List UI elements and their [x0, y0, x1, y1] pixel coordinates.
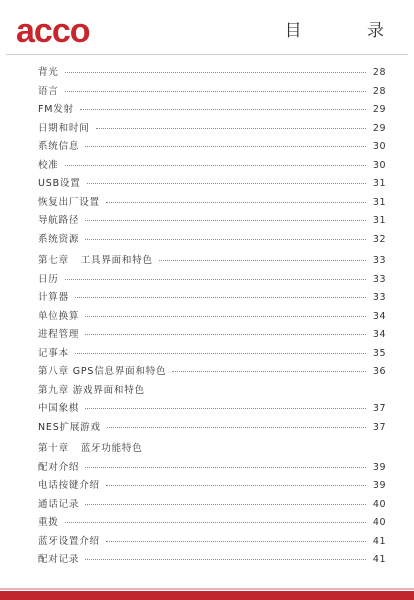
toc-entry-title: 背光 [38, 67, 59, 78]
toc-entry-title: 计算器 [38, 292, 69, 303]
toc-entry-title: USB设置 [38, 178, 81, 189]
toc-entry[interactable] [38, 120, 386, 139]
dot-leader [85, 334, 366, 335]
toc-entry-title: 日期和时间 [38, 122, 90, 134]
dot-leader [172, 371, 366, 372]
dot-leader [85, 146, 366, 147]
toc-entry-page-number: 31 [372, 215, 386, 226]
toc-entry-title: 校准 [38, 159, 59, 171]
toc-entry[interactable] [38, 83, 386, 102]
dot-leader [65, 91, 366, 92]
toc-entry-page-number: 34 [372, 329, 386, 340]
toc-entry-title: 日历 [38, 273, 59, 285]
dot-leader [85, 239, 366, 240]
toc-entry-title: FM发射 [38, 104, 74, 115]
toc-entry[interactable] [38, 175, 386, 194]
table-of-contents [38, 64, 386, 570]
toc-entry-title: 中国象棋 [38, 403, 80, 414]
toc-entry[interactable] [38, 440, 386, 459]
toc-entry[interactable] [38, 326, 386, 345]
toc-entry-title: 语言 [38, 85, 59, 97]
page-title: 目 录 [284, 21, 414, 41]
toc-entry-page-number: 36 [372, 366, 386, 377]
dot-leader [107, 427, 366, 428]
dot-leader [85, 408, 366, 409]
toc-entry-page-number: 30 [372, 159, 386, 171]
toc-entry[interactable] [38, 533, 386, 552]
dot-leader [85, 316, 366, 317]
toc-entry[interactable] [38, 345, 386, 364]
toc-entry-page-number: 40 [372, 498, 386, 510]
toc-entry-page-number: 29 [372, 122, 386, 134]
toc-entry[interactable] [38, 308, 386, 327]
toc-entry-title: 导航路径 [38, 215, 80, 226]
toc-entry-page-number: 31 [372, 196, 386, 208]
toc-entry-title: 记事本 [38, 347, 69, 359]
toc-entry[interactable] [38, 514, 386, 533]
dot-leader [65, 165, 366, 166]
toc-entry-title: 单位换算 [38, 310, 80, 322]
toc-entry-title: 第十章 蓝牙功能特色 [38, 443, 143, 454]
toc-entry-title: 第八章 GPS信息界面和特色 [38, 366, 167, 377]
toc-entry-page-number: 30 [372, 141, 386, 152]
dot-leader [106, 485, 366, 486]
toc-entry[interactable] [38, 382, 386, 401]
toc-entry-title: NES扩展游戏 [38, 421, 101, 433]
toc-entry-title: 配对记录 [38, 554, 80, 565]
toc-entry[interactable] [38, 101, 386, 120]
dot-leader [106, 202, 366, 203]
toc-entry-title: 系统信息 [38, 141, 80, 152]
footer-accent-line [0, 588, 414, 590]
dot-leader [75, 353, 366, 354]
toc-entry-page-number: 34 [372, 310, 386, 322]
toc-entry[interactable] [38, 64, 386, 83]
dot-leader [85, 504, 366, 505]
dot-leader [85, 220, 366, 221]
toc-entry-title: 通话记录 [38, 498, 80, 510]
toc-entry-page-number: 28 [372, 67, 386, 78]
dot-leader [85, 559, 366, 560]
dot-leader [65, 279, 366, 280]
toc-entry-page-number: 37 [372, 403, 386, 414]
toc-entry-page-number: 41 [372, 535, 386, 547]
toc-entry[interactable] [38, 194, 386, 213]
toc-entry[interactable] [38, 157, 386, 176]
toc-entry-title: 恢复出厂设置 [38, 196, 100, 208]
toc-entry-page-number: 28 [372, 85, 386, 97]
dot-leader [80, 109, 366, 110]
toc-entry[interactable] [38, 419, 386, 438]
toc-entry-title: 蓝牙设置介绍 [38, 535, 100, 547]
toc-entry-title: 第九章 游戏界面和特色 [38, 384, 145, 396]
acco-logo: acco [16, 12, 90, 50]
toc-entry[interactable] [38, 496, 386, 515]
toc-entry-page-number: 39 [372, 480, 386, 491]
toc-entry-page-number: 41 [372, 554, 386, 565]
dot-leader [65, 72, 366, 73]
toc-entry-title: 进程管理 [38, 329, 80, 340]
toc-entry[interactable] [38, 212, 386, 231]
toc-entry-page-number: 35 [372, 347, 386, 359]
dot-leader [106, 541, 366, 542]
toc-entry[interactable] [38, 271, 386, 290]
toc-entry-title: 第七章 工具界面和特色 [38, 255, 153, 266]
toc-entry-page-number: 31 [372, 178, 386, 189]
toc-entry[interactable] [38, 363, 386, 382]
toc-entry-page-number: 33 [372, 273, 386, 285]
toc-entry-page-number: 32 [372, 233, 386, 245]
toc-entry-title: 电话按键介绍 [38, 480, 100, 491]
toc-entry-title: 配对介绍 [38, 461, 80, 473]
footer-bar [0, 591, 414, 600]
dot-leader [96, 128, 366, 129]
header-divider [6, 54, 408, 55]
toc-entry[interactable] [38, 400, 386, 419]
toc-entry[interactable] [38, 459, 386, 478]
dot-leader [75, 297, 366, 298]
toc-entry-page-number: 39 [372, 461, 386, 473]
toc-entry-title: 重拨 [38, 517, 59, 528]
toc-entry-page-number: 33 [372, 255, 386, 266]
toc-entry[interactable] [38, 252, 386, 271]
toc-entry[interactable] [38, 551, 386, 570]
toc-entry-page-number: 37 [372, 421, 386, 433]
dot-leader [159, 260, 366, 261]
toc-entry[interactable] [38, 231, 386, 250]
toc-entry-page-number: 33 [372, 292, 386, 303]
dot-leader [87, 183, 366, 184]
toc-entry[interactable] [38, 477, 386, 496]
toc-entry-page-number: 40 [372, 517, 386, 528]
dot-leader [65, 522, 366, 523]
toc-entry-page-number: 29 [372, 104, 386, 115]
toc-entry[interactable] [38, 138, 386, 157]
dot-leader [85, 467, 366, 468]
toc-entry[interactable] [38, 289, 386, 308]
toc-entry-title: 系统资源 [38, 233, 80, 245]
